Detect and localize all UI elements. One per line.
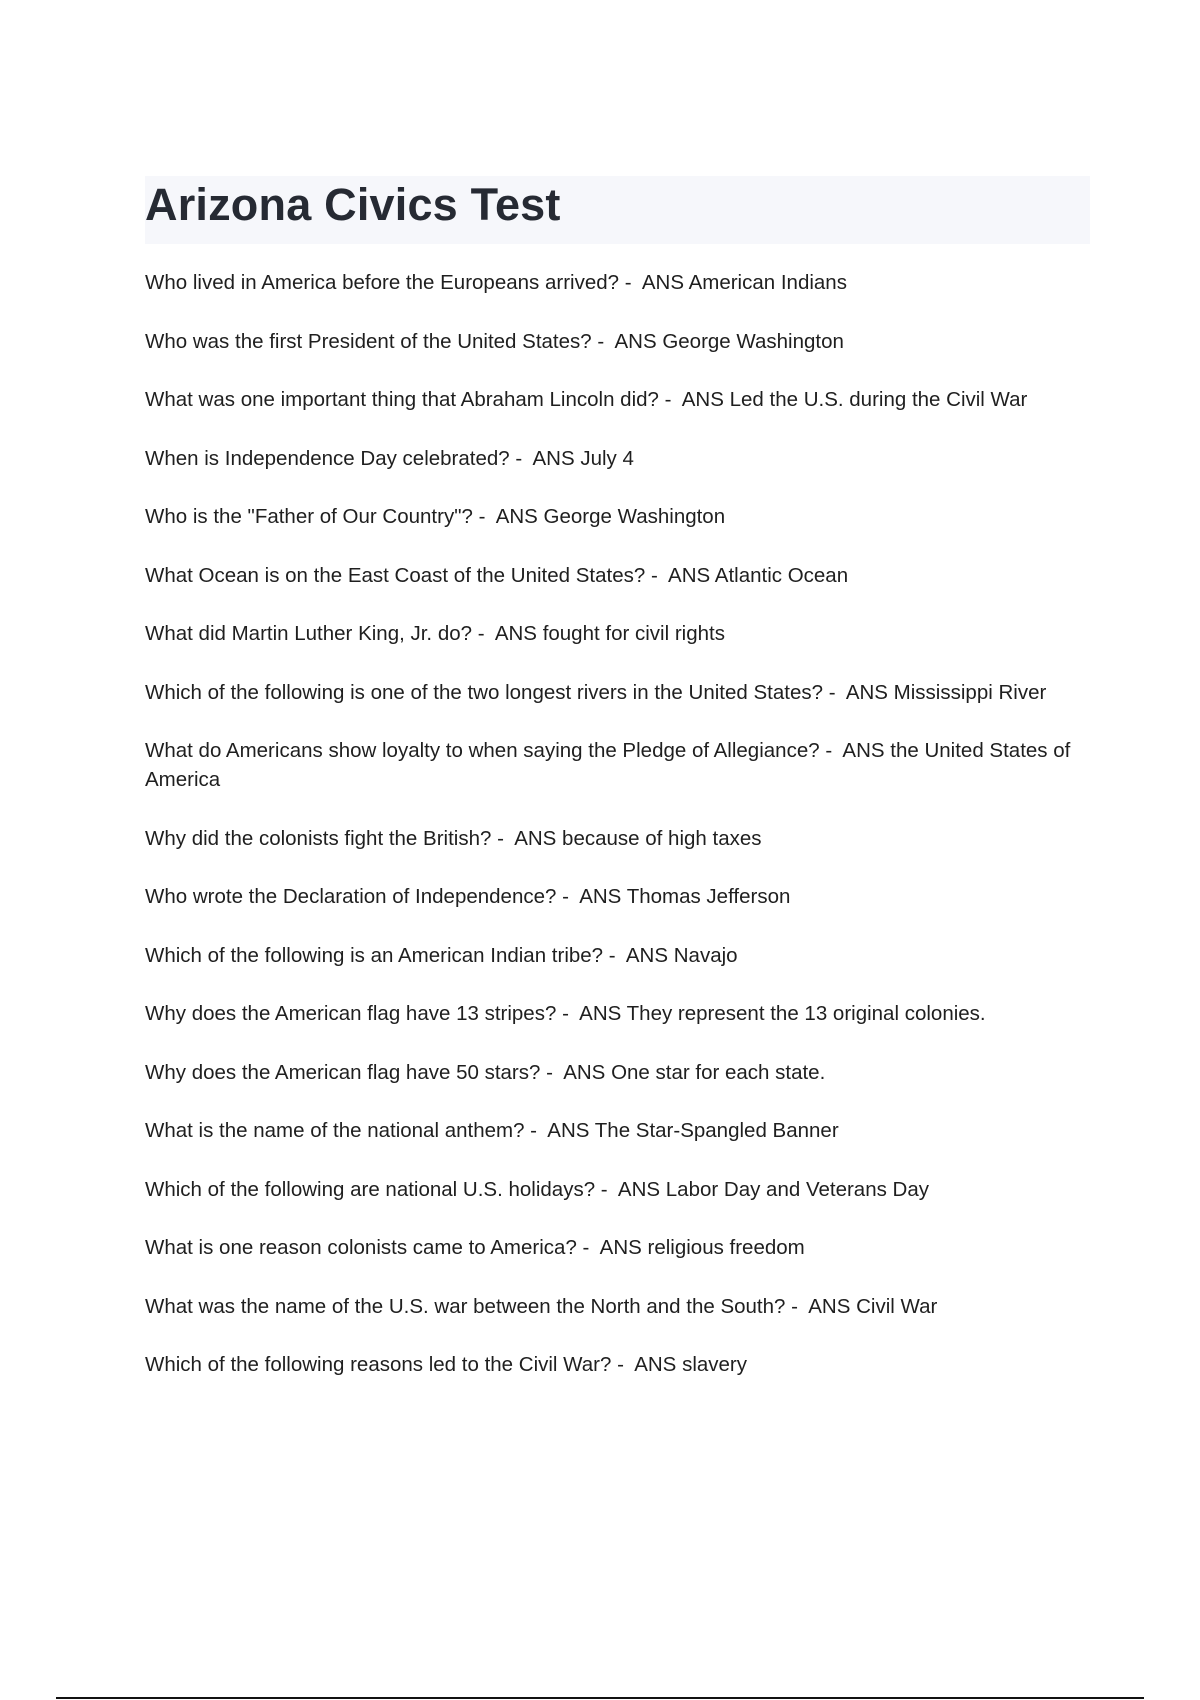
qa-item: [145, 736, 1090, 794]
question-text: Which of the following is one of the two longest rivers in the United States?: [145, 680, 824, 704]
page-title: Arizona Civics Test: [145, 179, 561, 230]
answer-text: July 4: [580, 446, 634, 470]
answer-text: Thomas Jefferson: [626, 885, 791, 908]
qa-item: [145, 1350, 1090, 1379]
question-text: Which of the following reasons led to the Civil War?: [145, 1353, 612, 1376]
answer-text: One star for each state.: [611, 1060, 826, 1084]
qa-item: [145, 619, 1090, 648]
qa-item: [145, 824, 1090, 853]
question-answer-separator: -: [619, 271, 642, 294]
answer-prefix: ANS: [845, 680, 888, 704]
qa-item: [145, 502, 1090, 531]
question-text: Who wrote the Declaration of Independence?: [145, 885, 557, 908]
question-answer-separator: -: [509, 446, 533, 470]
answer-text: religious freedom: [647, 1236, 805, 1259]
question-answer-separator: -: [491, 826, 515, 850]
answer-prefix: ANS: [579, 885, 622, 908]
question-answer-separator: -: [472, 505, 496, 528]
qa-item: [145, 1233, 1090, 1262]
answer-text: Atlantic Ocean: [714, 563, 849, 587]
answer-prefix: ANS: [681, 388, 724, 411]
question-text: What is one reason colonists came to America?: [145, 1236, 577, 1259]
answer-text: American Indians: [688, 271, 847, 294]
page-divider: [56, 1697, 1144, 1699]
answer-prefix: ANS: [842, 739, 885, 762]
answer-text: because of high taxes: [562, 826, 762, 850]
question-text: Who was the first President of the United States?: [145, 329, 592, 353]
answer-text: George Washington: [662, 329, 844, 353]
question-text: What was the name of the U.S. war between the North and the South?: [145, 1294, 786, 1318]
answer-text: They represent the 13 original colonies.: [626, 1002, 986, 1025]
qa-item: [145, 385, 1090, 414]
question-answer-separator: -: [540, 1060, 564, 1084]
question-text: What was one important thing that Abraham Lincoln did?: [145, 388, 659, 411]
answer-text: Labor Day and Veterans Day: [665, 1177, 930, 1201]
qa-item: [145, 1175, 1090, 1204]
answer-prefix: ANS: [579, 1002, 622, 1025]
question-answer-separator: -: [524, 1119, 548, 1142]
question-text: What Ocean is on the East Coast of the United States?: [145, 563, 646, 587]
answer-text: the United States of America: [145, 739, 1071, 791]
question-text: What did Martin Luther King, Jr. do?: [145, 622, 473, 645]
question-answer-separator: -: [591, 329, 615, 353]
answer-text: Navajo: [673, 943, 738, 967]
answer-prefix: ANS: [547, 1119, 590, 1142]
question-text: Who lived in America before the Europeans arrived?: [145, 271, 620, 294]
answer-prefix: ANS: [563, 1060, 606, 1084]
qa-item: [145, 444, 1090, 473]
answer-prefix: ANS: [614, 329, 657, 353]
answer-text: fought for civil rights: [542, 622, 725, 645]
answer-prefix: ANS: [599, 1236, 642, 1259]
answer-prefix: ANS: [494, 622, 537, 645]
qa-item: [145, 327, 1090, 356]
answer-text: George Washington: [543, 505, 726, 528]
question-text: Which of the following are national U.S. holidays?: [145, 1177, 596, 1201]
question-text: When is Independence Day celebrated?: [145, 446, 510, 470]
question-answer-separator: -: [595, 1177, 618, 1201]
qa-item: [145, 941, 1090, 970]
answer-prefix: ANS: [668, 563, 711, 587]
question-answer-separator: -: [658, 388, 682, 411]
answer-text: The Star-Spangled Banner: [594, 1119, 839, 1142]
answer-prefix: ANS: [808, 1294, 851, 1318]
qa-item: [145, 1116, 1090, 1145]
question-answer-separator: -: [823, 680, 846, 704]
qa-item: [145, 999, 1090, 1028]
qa-item: [145, 1292, 1090, 1321]
answer-prefix: ANS: [641, 271, 684, 294]
question-answer-separator: -: [472, 622, 495, 645]
answer-prefix: ANS: [532, 446, 575, 470]
question-text: What do Americans show loyalty to when saying the Pledge of Allegiance?: [145, 739, 820, 762]
qa-item: [145, 268, 1090, 297]
answer-text: Led the U.S. during the Civil War: [729, 388, 1028, 411]
question-text: Which of the following is an American Indian tribe?: [145, 943, 604, 967]
answer-prefix: ANS: [514, 826, 557, 850]
qa-item: [145, 678, 1090, 707]
question-text: Who is the "Father of Our Country"?: [145, 505, 473, 528]
answer-prefix: ANS: [634, 1353, 677, 1376]
answer-text: Mississippi River: [893, 680, 1047, 704]
question-answer-separator: -: [819, 739, 843, 762]
question-answer-separator: -: [556, 1002, 580, 1025]
answer-text: Civil War: [856, 1294, 938, 1318]
question-answer-separator: -: [611, 1353, 635, 1376]
qa-item: [145, 561, 1090, 590]
answer-text: slavery: [682, 1353, 747, 1376]
question-list: [145, 268, 1090, 1409]
answer-prefix: ANS: [495, 505, 538, 528]
qa-item: [145, 1058, 1090, 1087]
question-answer-separator: -: [785, 1294, 809, 1318]
question-text: Why did the colonists fight the British?: [145, 826, 492, 850]
question-answer-separator: -: [576, 1236, 600, 1259]
question-text: What is the name of the national anthem?: [145, 1119, 525, 1142]
question-answer-separator: -: [603, 943, 626, 967]
answer-prefix: ANS: [625, 943, 669, 967]
answer-prefix: ANS: [617, 1177, 661, 1201]
qa-item: [145, 882, 1090, 911]
question-answer-separator: -: [645, 563, 669, 587]
question-text: Why does the American flag have 13 stripes?: [145, 1002, 557, 1025]
question-answer-separator: -: [556, 885, 580, 908]
question-text: Why does the American flag have 50 stars?: [145, 1060, 541, 1084]
